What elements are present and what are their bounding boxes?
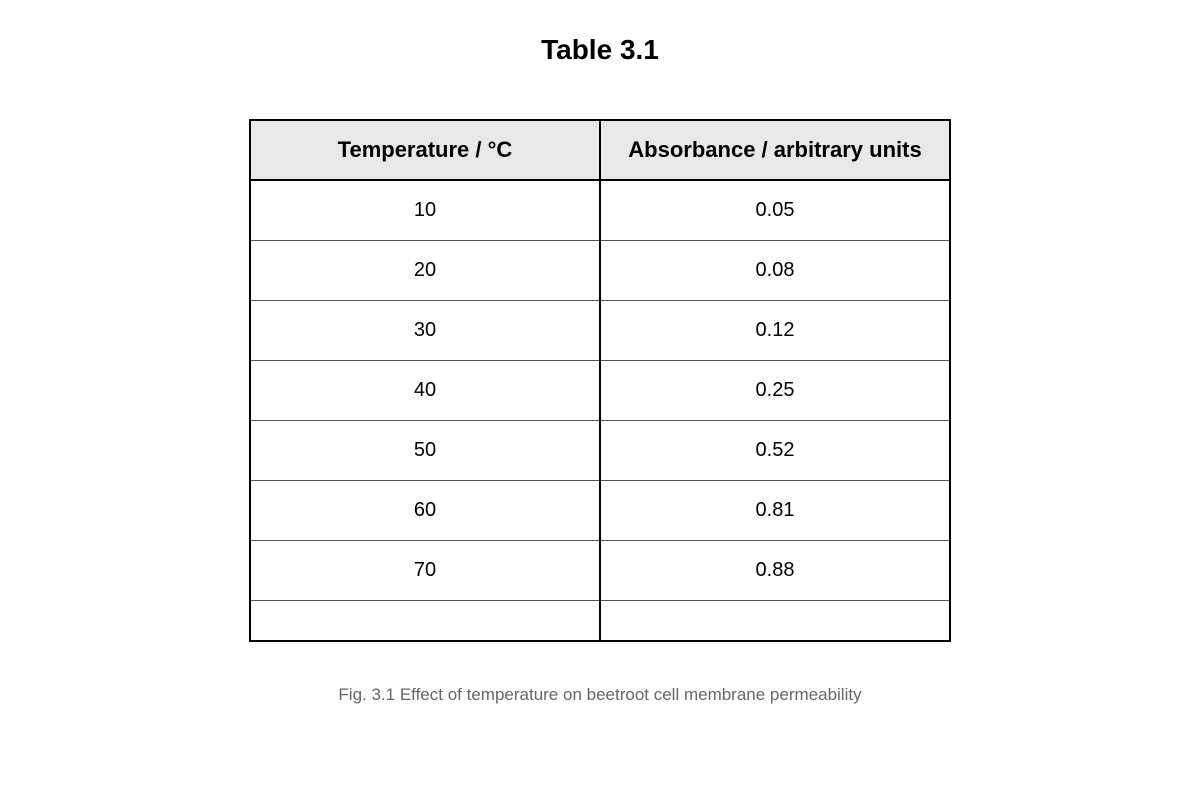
table-row	[250, 241, 950, 301]
absorbance-cell: 0.05	[600, 180, 950, 241]
absorbance-cell: 0.52	[600, 421, 950, 481]
figure-caption: Fig. 3.1 Effect of temperature on beetroot cell membrane permeability	[338, 685, 862, 704]
absorbance-cell: 0.12	[600, 301, 950, 361]
table-row	[250, 481, 950, 541]
header-absorbance: Absorbance / arbitrary units	[600, 120, 950, 180]
data-table	[249, 119, 951, 642]
table-row	[250, 421, 950, 481]
temperature-cell: 40	[250, 361, 600, 421]
table-header-row	[250, 120, 950, 180]
table-row	[250, 180, 950, 241]
table-row	[250, 361, 950, 421]
absorbance-cell: 0.88	[600, 541, 950, 601]
empty-table-row	[250, 601, 950, 642]
table-row	[250, 541, 950, 601]
absorbance-cell	[600, 601, 950, 642]
temperature-cell: 50	[250, 421, 600, 481]
temperature-cell: 70	[250, 541, 600, 601]
absorbance-cell: 0.25	[600, 361, 950, 421]
temperature-cell: 60	[250, 481, 600, 541]
table-row	[250, 301, 950, 361]
table-title: Table 3.1	[541, 34, 659, 65]
temperature-cell: 30	[250, 301, 600, 361]
absorbance-cell: 0.81	[600, 481, 950, 541]
temperature-cell: 20	[250, 241, 600, 301]
temperature-cell: 10	[250, 180, 600, 241]
header-temperature: Temperature / °C	[250, 120, 600, 180]
absorbance-cell: 0.08	[600, 241, 950, 301]
temperature-cell	[250, 601, 600, 642]
